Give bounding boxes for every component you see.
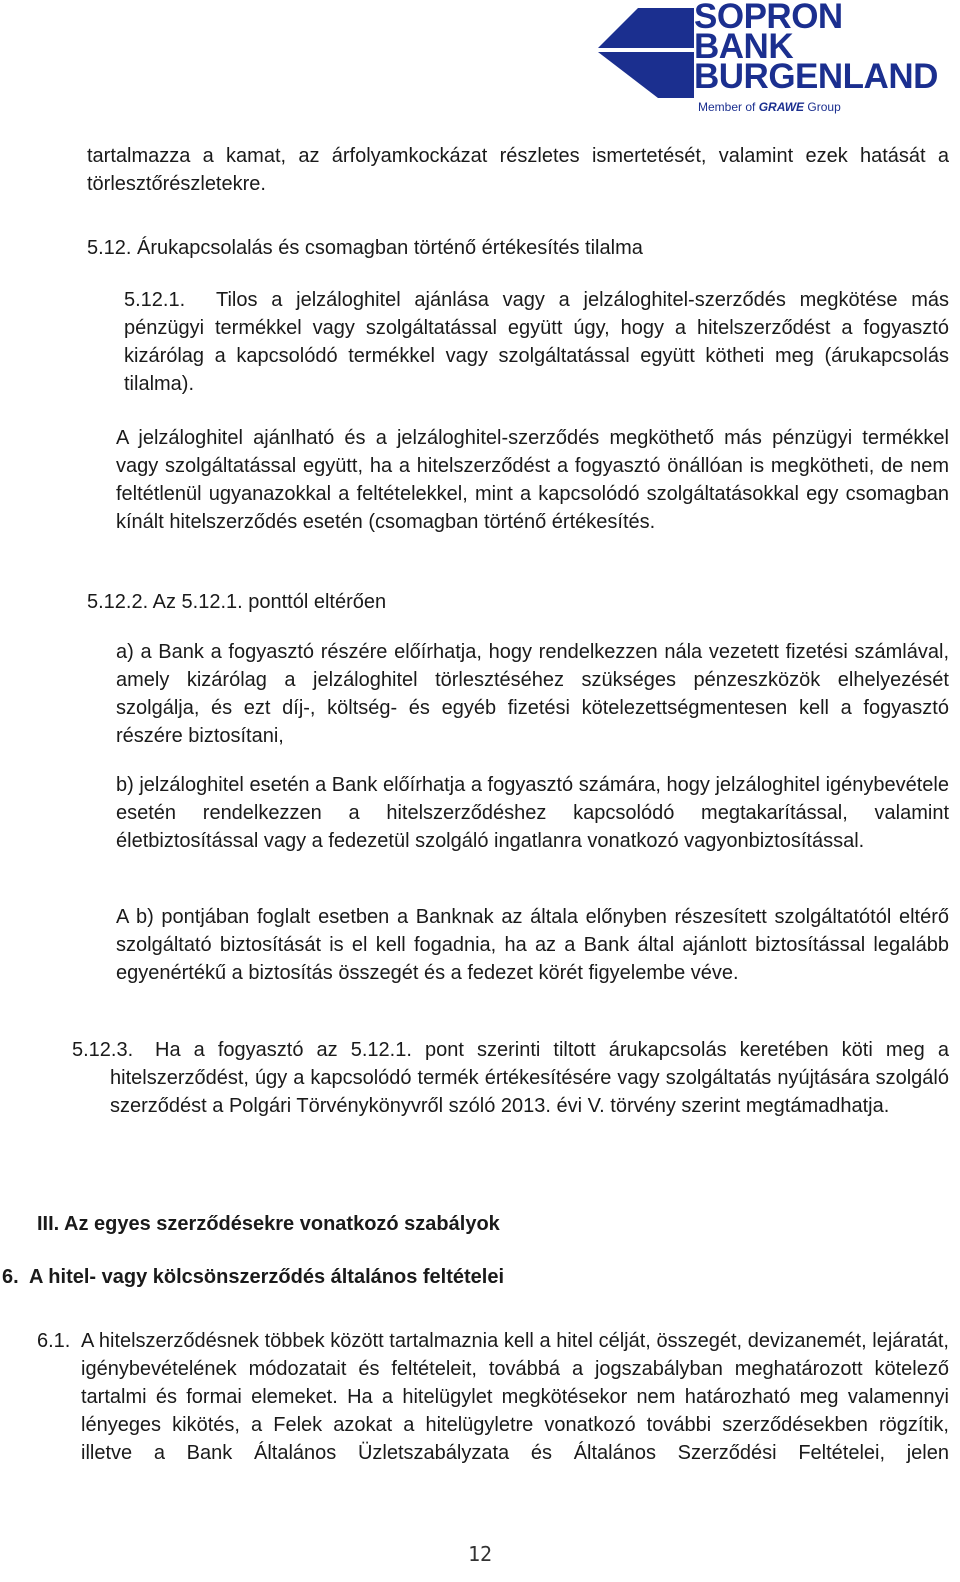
part-III-heading: III. Az egyes szerződésekre vonatkozó szabályok [37,1213,500,1235]
section-5-12-title: 5.12. Árukapcsolalás és csomagban történő értékesítés tilalma [87,237,643,259]
section-5-12-2-c: A b) pontjában foglalt esetben a Banknak az általa előnyben részesített szolgáltatótól eltérő szolgáltató biztosítását is el kell fogadnia, ha az a Bank által ajánlott biztosítással legalább egyenértékű a biztosítás összegét és a fedezet körét figyelembe véve. [116,906,949,984]
brand-name [694,0,938,96]
member-suffix: Group [807,100,841,114]
section-6-1-text: A hitelszerződésnek többek között tartalmaznia kell a hitel célját, összegét, devizanemét, lejáratát, igénybevételének módozatait és feltételeit, továbbá a jogszabályban meghatározott kötelező tartalmi és formai elemeket. Ha a hitelügylet megkötésekor nem határozható meg valamennyi lényeges kikötés, a Felek azokat a hitelügyletre vonatkozó további szerződésekben rögzítik, illetve a Bank Általános Üzletszabályzata és Általános Szerződési Feltételei, jelen [81,1330,949,1464]
page-number: 12 [467,1542,493,1566]
section-5-12-2-a: a) a Bank a fogyasztó részére előírhatja, hogy rendelkezzen nála vezetett fizetési számlával, amely kizárólag a jelzáloghitel törlesztéséhez szükséges pénzeszközök elhelyezését szolgálja, és ezt díj-, költség- és egyéb fizetési kötelezettségmentesen kell a fogyasztó részére biztosítani, [116,641,949,747]
section-5-12-1-text: Tilos a jelzáloghitel ajánlása vagy a jelzáloghitel-szerződés megkötése más pénzügyi termékkel vagy szolgáltatással együtt úgy, hogy a hitelszerződést a fogyasztó kizárólag a kapcsolódó termékkel vagy szolgáltatással együtt kötheti meg (árukapcsolás tilalma). [124,289,949,395]
bank-logo [598,2,938,120]
section-5-12-3-text: Ha a fogyasztó az 5.12.1. pont szerinti tiltott árukapcsolás keretében köti meg a hitelszerződést, úgy a kapcsolódó termék értékesítésére vagy szolgáltatás nyújtására szolgáló szerződést a Polgári Törvénykönyvről szóló 2013. évi V. törvény szerint megtámadhatja. [110,1039,949,1117]
section-5-12-1-paragraph-2: A jelzáloghitel ajánlható és a jelzáloghitel-szerződés megköthető más pénzügyi termékkel vagy szolgáltatással együtt, ha a hitelszerződést a fogyasztó önállóan is megkötheti, de nem feltétlenül ugyanazokkal a feltételekkel, mint a kapcsolódó szolgáltatásokkal egy csomagban kínált hitelszerződés esetén (csomagban történő értékesítés. [116,427,949,533]
member-of-group [698,100,841,114]
member-prefix: Member of [698,100,756,114]
brand-line-2: BANK [694,27,794,66]
section-5-12-3-number: 5.12.3. [72,1039,134,1061]
section-5-12-2-b: b) jelzáloghitel esetén a Bank előírhatja a fogyasztó számára, hogy jelzáloghitel igénybevétele esetén rendelkezzen a hitelszerződéshez kapcsolódó megtakarítással, valamint életbiztosítással vagy a fedezetül szolgáló ingatlanra vonatkozó vagyonbiztosítással. [116,774,949,852]
logo-wedge-icon [598,8,694,98]
brand-line-3: BURGENLAND [694,57,938,96]
intro-paragraph: tartalmazza a kamat, az árfolyamkockázat részletes ismertetését, valamint ezek hatását a törlesztőrészletekre. [87,145,949,195]
section-5-12-1-number: 5.12.1. [124,289,186,311]
section-6-1-number: 6.1. [37,1330,71,1352]
member-group: GRAWE [758,100,805,114]
brand-line-1: SOPRON [694,0,843,36]
section-6-heading: 6. A hitel- vagy kölcsönszerződés általános feltételei [2,1266,505,1288]
section-5-12-2-heading: 5.12.2. Az 5.12.1. ponttól eltérően [87,591,387,613]
